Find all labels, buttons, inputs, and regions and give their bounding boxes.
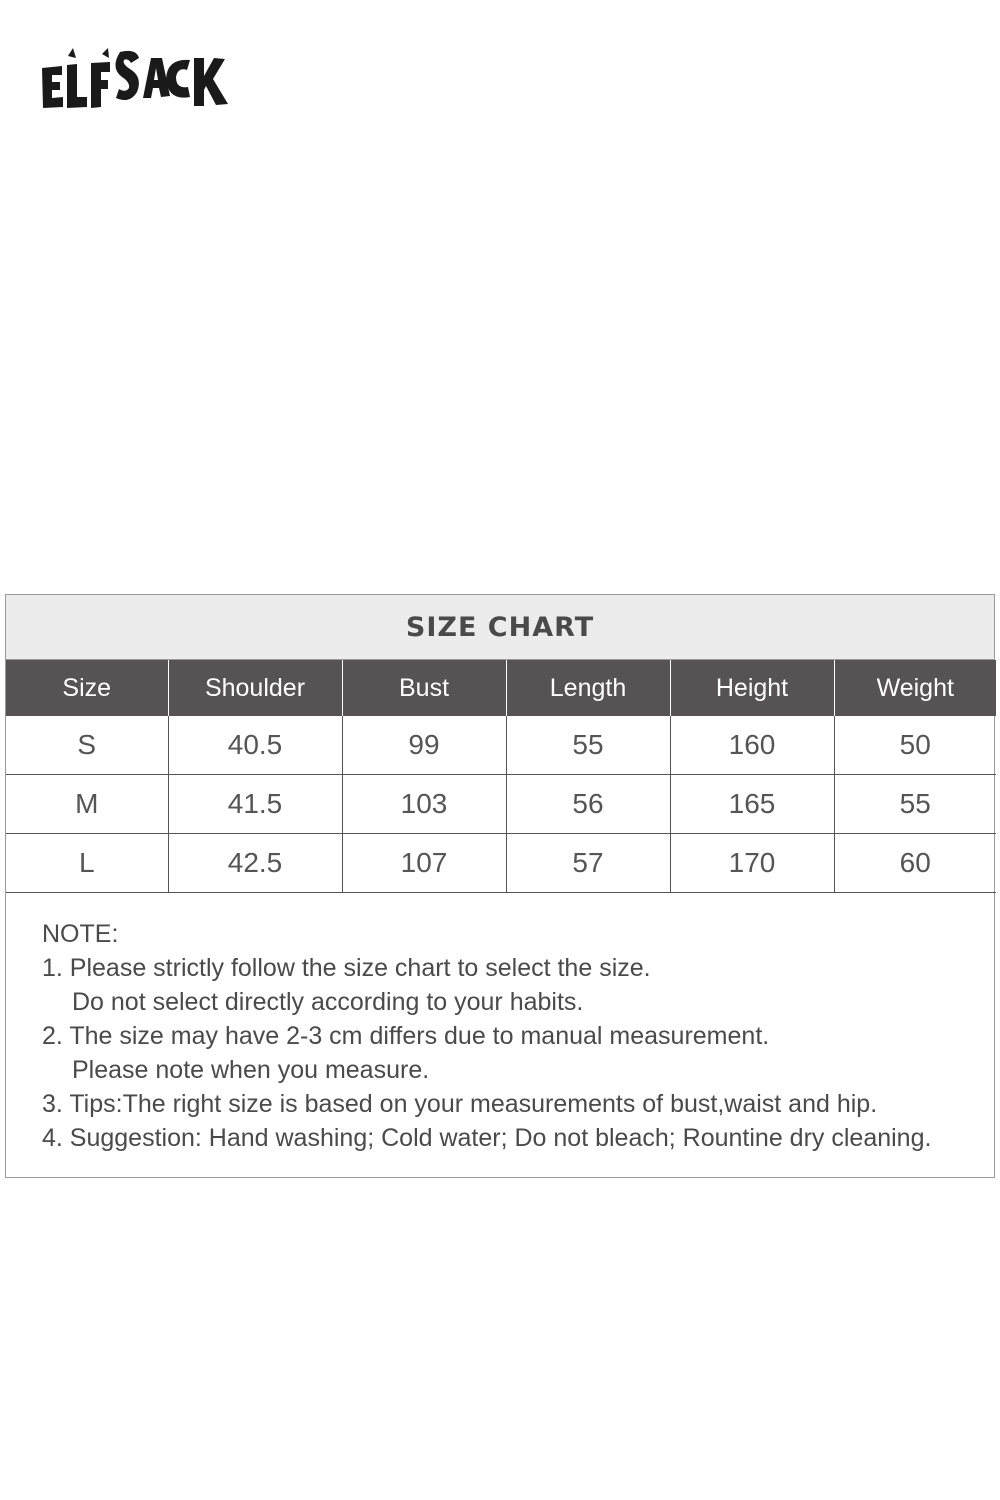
- brand-logo: [40, 46, 235, 114]
- header-shoulder: Shoulder: [168, 660, 342, 716]
- table-header-row: [6, 660, 996, 716]
- table-cell: 56: [506, 775, 670, 834]
- note-item-2: 2. The size may have 2-3 cm differs due to manual measurement.: [42, 1022, 770, 1050]
- table-cell: 57: [506, 834, 670, 893]
- header-bust: Bust: [342, 660, 506, 716]
- note-item-4: 4. Suggestion: Hand washing; Cold water; Do not bleach; Rountine dry cleaning.: [42, 1124, 932, 1152]
- table-row: [6, 716, 996, 775]
- size-chart-title: SIZE CHART: [6, 595, 994, 660]
- notes-heading: NOTE:: [42, 920, 119, 948]
- table-cell: 41.5: [168, 775, 342, 834]
- header-size: Size: [6, 660, 168, 716]
- table-cell: 160: [670, 716, 834, 775]
- table-cell: 165: [670, 775, 834, 834]
- header-length: Length: [506, 660, 670, 716]
- note-item-1: 1. Please strictly follow the size chart to select the size.: [42, 954, 651, 982]
- header-weight: Weight: [834, 660, 996, 716]
- table-cell: 60: [834, 834, 996, 893]
- table-cell: 40.5: [168, 716, 342, 775]
- table-cell: M: [6, 775, 168, 834]
- table-cell: 42.5: [168, 834, 342, 893]
- table-cell: 55: [506, 716, 670, 775]
- note-item-2-continued: Please note when you measure.: [72, 1056, 430, 1084]
- table-row: [6, 775, 996, 834]
- notes-section: [6, 893, 994, 1155]
- size-table: [6, 660, 996, 893]
- table-row: [6, 834, 996, 893]
- header-height: Height: [670, 660, 834, 716]
- table-cell: S: [6, 716, 168, 775]
- table-cell: 103: [342, 775, 506, 834]
- table-cell: 50: [834, 716, 996, 775]
- note-item-1-continued: Do not select directly according to your habits.: [72, 988, 584, 1016]
- table-cell: 107: [342, 834, 506, 893]
- table-cell: 55: [834, 775, 996, 834]
- table-cell: L: [6, 834, 168, 893]
- note-item-3: 3. Tips:The right size is based on your measurements of bust,waist and hip.: [42, 1090, 878, 1118]
- size-chart: [5, 594, 995, 1178]
- elfsack-logo-icon: [40, 46, 235, 114]
- table-cell: 170: [670, 834, 834, 893]
- table-cell: 99: [342, 716, 506, 775]
